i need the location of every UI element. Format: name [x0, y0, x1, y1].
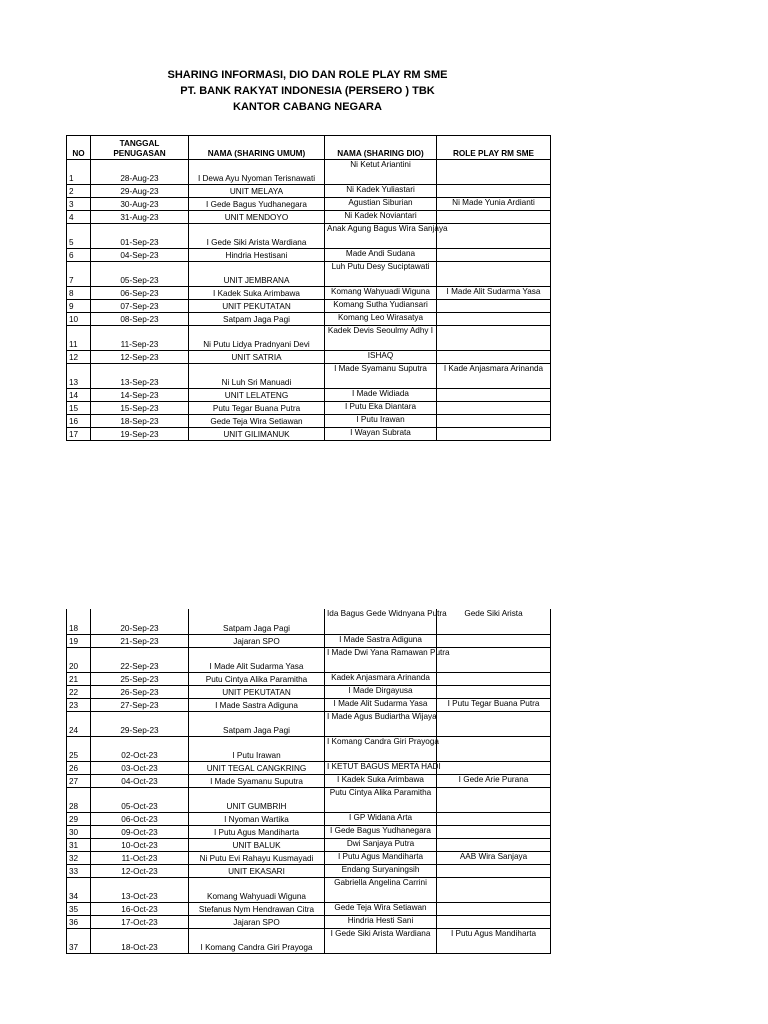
row-sharing-umum: I Made Alit Sudarma Yasa: [189, 647, 325, 672]
row-tanggal: 16-Oct-23: [91, 902, 189, 915]
row-sharing-dio: I Putu Agus Mandiharta: [325, 851, 437, 864]
table-row: [67, 609, 551, 634]
row-tanggal: 04-Oct-23: [91, 774, 189, 787]
row-sharing-umum: Ni Luh Sri Manuadi: [189, 364, 325, 389]
table-row: [67, 711, 551, 736]
row-sharing-dio: Ida Bagus Gede Widnyana Putra: [325, 609, 437, 634]
table-row: [67, 774, 551, 787]
row-tanggal: 15-Sep-23: [91, 402, 189, 415]
row-sharing-dio: Endang Suryaningsih: [325, 864, 437, 877]
row-sharing-dio: I Putu Irawan: [325, 415, 437, 428]
row-tanggal: 27-Sep-23: [91, 698, 189, 711]
row-sharing-umum: UNIT SATRIA: [189, 351, 325, 364]
row-role-play: [437, 224, 551, 249]
row-tanggal: 18-Oct-23: [91, 928, 189, 953]
row-no: 33: [67, 864, 91, 877]
row-role-play: [437, 211, 551, 224]
row-no: 21: [67, 672, 91, 685]
row-tanggal: 06-Sep-23: [91, 287, 189, 300]
row-role-play: [437, 736, 551, 761]
table-row: [67, 300, 551, 313]
row-role-play: [437, 761, 551, 774]
row-no: 11: [67, 326, 91, 351]
row-sharing-umum: I Made Syamanu Suputra: [189, 774, 325, 787]
row-sharing-umum: Putu Tegar Buana Putra: [189, 402, 325, 415]
row-role-play: I Made Alit Sudarma Yasa: [437, 287, 551, 300]
table-row: [67, 326, 551, 351]
row-no: 18: [67, 609, 91, 634]
row-sharing-umum: Satpam Jaga Pagi: [189, 313, 325, 326]
row-sharing-dio: Ni Ketut Ariantini: [325, 160, 437, 185]
row-no: 29: [67, 812, 91, 825]
row-sharing-dio: Putu Cintya Alika Paramitha: [325, 787, 437, 812]
row-sharing-dio: I Made Dirgayusa: [325, 685, 437, 698]
row-tanggal: 25-Sep-23: [91, 672, 189, 685]
row-sharing-umum: Jajaran SPO: [189, 915, 325, 928]
row-sharing-dio: Kadek Anjasmara Arinanda: [325, 672, 437, 685]
row-sharing-umum: UNIT GILIMANUK: [189, 428, 325, 441]
row-no: 8: [67, 287, 91, 300]
row-no: 3: [67, 198, 91, 211]
row-sharing-dio: ISHAQ: [325, 351, 437, 364]
row-sharing-dio: I Kadek Suka Arimbawa: [325, 774, 437, 787]
row-role-play: [437, 389, 551, 402]
row-no: 35: [67, 902, 91, 915]
row-role-play: [437, 877, 551, 902]
row-role-play: Gede Siki Arista: [437, 609, 551, 634]
title-line-2: PT. BANK RAKYAT INDONESIA (PERSERO ) TBK: [180, 85, 435, 97]
row-sharing-dio: I Putu Eka Diantara: [325, 402, 437, 415]
row-role-play: [437, 902, 551, 915]
row-role-play: [437, 415, 551, 428]
row-sharing-umum: I Putu Irawan: [189, 736, 325, 761]
row-sharing-umum: I Nyoman Wartika: [189, 812, 325, 825]
row-no: 25: [67, 736, 91, 761]
row-sharing-umum: UNIT MELAYA: [189, 185, 325, 198]
row-tanggal: 06-Oct-23: [91, 812, 189, 825]
row-role-play: I Putu Agus Mandiharta: [437, 928, 551, 953]
row-tanggal: 12-Sep-23: [91, 351, 189, 364]
table-row: [67, 249, 551, 262]
table-row: [67, 787, 551, 812]
header-sharing-umum: NAMA (SHARING UMUM): [189, 136, 325, 160]
row-tanggal: 21-Sep-23: [91, 634, 189, 647]
row-no: 20: [67, 647, 91, 672]
row-role-play: I Kade Anjasmara Arinanda: [437, 364, 551, 389]
row-no: 14: [67, 389, 91, 402]
row-tanggal: 14-Sep-23: [91, 389, 189, 402]
row-no: 1: [67, 160, 91, 185]
row-role-play: [437, 185, 551, 198]
row-sharing-umum: I Gede Siki Arista Wardiana: [189, 224, 325, 249]
table-row: [67, 877, 551, 902]
row-role-play: [437, 160, 551, 185]
row-role-play: AAB Wira Sanjaya: [437, 851, 551, 864]
row-sharing-dio: Komang Leo Wirasatya: [325, 313, 437, 326]
row-no: 37: [67, 928, 91, 953]
row-sharing-umum: I Gede Bagus Yudhanegara: [189, 198, 325, 211]
row-sharing-umum: Ni Putu Evi Rahayu Kusmayadi: [189, 851, 325, 864]
table-row: [67, 761, 551, 774]
row-no: 5: [67, 224, 91, 249]
row-role-play: [437, 864, 551, 877]
table-row: [67, 351, 551, 364]
row-sharing-dio: Komang Sutha Yudiansari: [325, 300, 437, 313]
row-sharing-dio: I Made Sastra Adiguna: [325, 634, 437, 647]
row-role-play: [437, 402, 551, 415]
row-role-play: [437, 428, 551, 441]
row-no: 30: [67, 825, 91, 838]
table-row: [67, 185, 551, 198]
row-sharing-dio: Made Andi Sudana: [325, 249, 437, 262]
row-role-play: Ni Made Yunia Ardianti: [437, 198, 551, 211]
row-sharing-umum: Satpam Jaga Pagi: [189, 609, 325, 634]
row-role-play: [437, 825, 551, 838]
row-sharing-umum: Ni Putu Lidya Pradnyani Devi: [189, 326, 325, 351]
row-sharing-dio: Hindria Hesti Sani: [325, 915, 437, 928]
row-tanggal: 08-Sep-23: [91, 313, 189, 326]
row-sharing-umum: Komang Wahyuadi Wiguna: [189, 877, 325, 902]
row-role-play: I Gede Arie Purana: [437, 774, 551, 787]
table-row: [67, 262, 551, 287]
row-no: 17: [67, 428, 91, 441]
row-no: 34: [67, 877, 91, 902]
row-role-play: [437, 313, 551, 326]
row-role-play: [437, 672, 551, 685]
row-sharing-dio: I Made Syamanu Suputra: [325, 364, 437, 389]
row-sharing-dio: I Made Alit Sudarma Yasa: [325, 698, 437, 711]
row-role-play: [437, 300, 551, 313]
table-row: [67, 634, 551, 647]
row-sharing-umum: Satpam Jaga Pagi: [189, 711, 325, 736]
row-sharing-dio: I Komang Candra Giri Prayoga: [325, 736, 437, 761]
row-sharing-umum: I Komang Candra Giri Prayoga: [189, 928, 325, 953]
row-tanggal: 07-Sep-23: [91, 300, 189, 313]
table-row: [67, 812, 551, 825]
header-no: NO: [67, 136, 91, 160]
table-row: [67, 428, 551, 441]
row-no: 12: [67, 351, 91, 364]
table-row: [67, 389, 551, 402]
row-tanggal: 28-Aug-23: [91, 160, 189, 185]
row-tanggal: 09-Oct-23: [91, 825, 189, 838]
row-sharing-dio: I KETUT BAGUS MERTA HADI: [325, 761, 437, 774]
row-tanggal: 12-Oct-23: [91, 864, 189, 877]
row-role-play: [437, 787, 551, 812]
row-role-play: [437, 838, 551, 851]
row-tanggal: 01-Sep-23: [91, 224, 189, 249]
table-row: [67, 364, 551, 389]
table-row: [67, 864, 551, 877]
row-no: 10: [67, 313, 91, 326]
table-row: [67, 211, 551, 224]
row-sharing-umum: I Made Sastra Adiguna: [189, 698, 325, 711]
row-sharing-umum: UNIT EKASARI: [189, 864, 325, 877]
row-tanggal: 19-Sep-23: [91, 428, 189, 441]
row-tanggal: 29-Aug-23: [91, 185, 189, 198]
row-sharing-umum: UNIT TEGAL CANGKRING: [189, 761, 325, 774]
row-no: 9: [67, 300, 91, 313]
row-role-play: [437, 711, 551, 736]
row-sharing-umum: Jajaran SPO: [189, 634, 325, 647]
row-sharing-dio: I GP Widana Arta: [325, 812, 437, 825]
row-sharing-dio: Ni Kadek Yuliastari: [325, 185, 437, 198]
row-tanggal: 20-Sep-23: [91, 609, 189, 634]
row-tanggal: 31-Aug-23: [91, 211, 189, 224]
row-sharing-dio: Kadek Devis Seoulmy Adhy I: [325, 326, 437, 351]
table-row: [67, 672, 551, 685]
row-no: 31: [67, 838, 91, 851]
table-row: [67, 838, 551, 851]
schedule-table-2: [66, 609, 551, 954]
row-tanggal: 29-Sep-23: [91, 711, 189, 736]
row-sharing-dio: Luh Putu Desy Suciptawati: [325, 262, 437, 287]
table-row: [67, 313, 551, 326]
row-tanggal: 17-Oct-23: [91, 915, 189, 928]
row-sharing-umum: I Dewa Ayu Nyoman Terisnawati: [189, 160, 325, 185]
row-role-play: [437, 647, 551, 672]
table-header-row: [67, 136, 551, 160]
row-no: 6: [67, 249, 91, 262]
row-role-play: [437, 915, 551, 928]
row-tanggal: 11-Sep-23: [91, 326, 189, 351]
row-role-play: [437, 326, 551, 351]
row-sharing-umum: UNIT BALUK: [189, 838, 325, 851]
row-sharing-dio: Gabriella Angelina Carrini: [325, 877, 437, 902]
row-tanggal: 02-Oct-23: [91, 736, 189, 761]
table-row: [67, 825, 551, 838]
table-row: [67, 736, 551, 761]
row-role-play: [437, 262, 551, 287]
row-sharing-umum: Putu Cintya Alika Paramitha: [189, 672, 325, 685]
row-no: 16: [67, 415, 91, 428]
table-row: [67, 902, 551, 915]
row-sharing-dio: I Gede Siki Arista Wardiana: [325, 928, 437, 953]
row-role-play: [437, 812, 551, 825]
row-tanggal: 22-Sep-23: [91, 647, 189, 672]
row-no: 28: [67, 787, 91, 812]
row-tanggal: 10-Oct-23: [91, 838, 189, 851]
row-tanggal: 13-Oct-23: [91, 877, 189, 902]
row-role-play: [437, 685, 551, 698]
title-line-3: KANTOR CABANG NEGARA: [233, 101, 382, 113]
row-sharing-dio: I Made Dwi Yana Ramawan Putra: [325, 647, 437, 672]
table-row: [67, 647, 551, 672]
row-sharing-dio: I Gede Bagus Yudhanegara: [325, 825, 437, 838]
row-no: 24: [67, 711, 91, 736]
table-row: [67, 851, 551, 864]
row-sharing-umum: UNIT PEKUTATAN: [189, 685, 325, 698]
document-header: [66, 67, 549, 115]
schedule-table-1: [66, 135, 551, 441]
row-no: 36: [67, 915, 91, 928]
row-role-play: [437, 634, 551, 647]
title-line-1: SHARING INFORMASI, DIO DAN ROLE PLAY RM SME: [167, 69, 448, 81]
table-row: [67, 198, 551, 211]
row-no: 13: [67, 364, 91, 389]
row-role-play: I Putu Tegar Buana Putra: [437, 698, 551, 711]
row-role-play: [437, 351, 551, 364]
table-row: [67, 224, 551, 249]
row-tanggal: 30-Aug-23: [91, 198, 189, 211]
table-row: [67, 415, 551, 428]
row-tanggal: 13-Sep-23: [91, 364, 189, 389]
row-sharing-umum: Hindria Hestisani: [189, 249, 325, 262]
row-sharing-umum: UNIT JEMBRANA: [189, 262, 325, 287]
row-no: 32: [67, 851, 91, 864]
row-sharing-dio: I Made Widiada: [325, 389, 437, 402]
row-sharing-umum: I Putu Agus Mandiharta: [189, 825, 325, 838]
table-row: [67, 928, 551, 953]
row-no: 15: [67, 402, 91, 415]
row-sharing-dio: Agustian Siburian: [325, 198, 437, 211]
row-sharing-dio: I Made Agus Budiartha Wijaya: [325, 711, 437, 736]
row-sharing-umum: UNIT PEKUTATAN: [189, 300, 325, 313]
row-sharing-umum: Gede Teja Wira Setiawan: [189, 415, 325, 428]
row-sharing-umum: UNIT MENDOYO: [189, 211, 325, 224]
row-tanggal: 05-Sep-23: [91, 262, 189, 287]
row-tanggal: 26-Sep-23: [91, 685, 189, 698]
row-sharing-umum: UNIT GUMBRIH: [189, 787, 325, 812]
row-tanggal: 18-Sep-23: [91, 415, 189, 428]
header-sharing-dio: NAMA (SHARING DIO): [325, 136, 437, 160]
table-row: [67, 287, 551, 300]
table-row: [67, 685, 551, 698]
row-no: 7: [67, 262, 91, 287]
row-no: 4: [67, 211, 91, 224]
header-tanggal: TANGGAL PENUGASAN: [91, 136, 189, 160]
header-role-play: ROLE PLAY RM SME: [437, 136, 551, 160]
row-tanggal: 03-Oct-23: [91, 761, 189, 774]
row-no: 22: [67, 685, 91, 698]
row-sharing-dio: Dwi Sanjaya Putra: [325, 838, 437, 851]
row-no: 26: [67, 761, 91, 774]
row-sharing-dio: Komang Wahyuadi Wiguna: [325, 287, 437, 300]
row-sharing-dio: Ni Kadek Noviantari: [325, 211, 437, 224]
row-tanggal: 05-Oct-23: [91, 787, 189, 812]
row-no: 27: [67, 774, 91, 787]
row-sharing-dio: Gede Teja Wira Setiawan: [325, 902, 437, 915]
row-sharing-dio: Anak Agung Bagus Wira Sanjaya: [325, 224, 437, 249]
row-no: 23: [67, 698, 91, 711]
row-tanggal: 04-Sep-23: [91, 249, 189, 262]
row-sharing-umum: Stefanus Nym Hendrawan Citra: [189, 902, 325, 915]
table-row: [67, 160, 551, 185]
row-no: 19: [67, 634, 91, 647]
table-row: [67, 402, 551, 415]
row-sharing-umum: I Kadek Suka Arimbawa: [189, 287, 325, 300]
table-row: [67, 915, 551, 928]
row-sharing-dio: I Wayan Subrata: [325, 428, 437, 441]
table-row: [67, 698, 551, 711]
row-tanggal: 11-Oct-23: [91, 851, 189, 864]
row-sharing-umum: UNIT LELATENG: [189, 389, 325, 402]
row-role-play: [437, 249, 551, 262]
row-no: 2: [67, 185, 91, 198]
